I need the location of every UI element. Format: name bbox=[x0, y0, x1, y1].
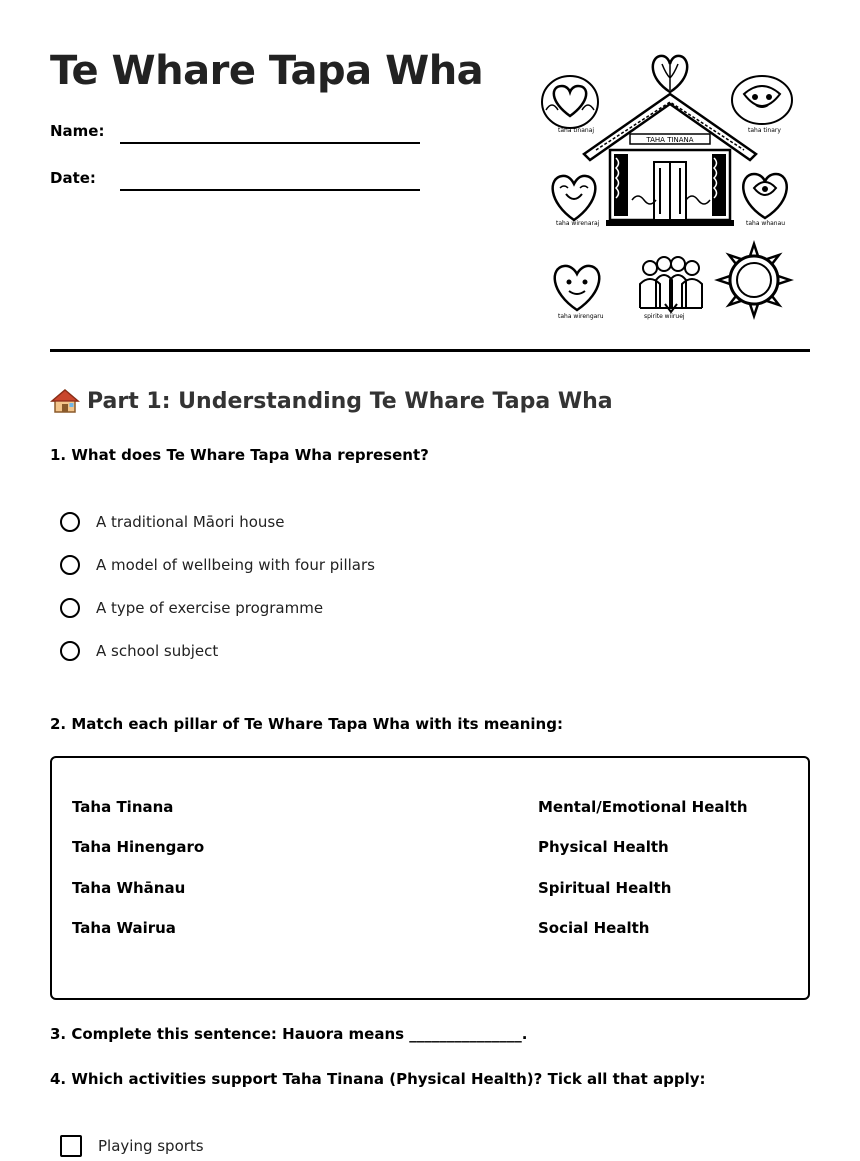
part1-title-text: Part 1: Understanding Te Whare Tapa Wha bbox=[87, 388, 613, 414]
q4-option-1-label: Playing sports bbox=[98, 1137, 204, 1155]
smiling-heart-icon bbox=[553, 176, 596, 220]
radio-button[interactable] bbox=[60, 512, 80, 532]
date-label: Date: bbox=[50, 169, 96, 187]
name-line[interactable] bbox=[120, 142, 420, 144]
question-2: 2. Match each pillar of Te Whare Tapa Wha with its meaning: bbox=[50, 715, 563, 733]
worksheet-title: Te Whare Tapa Wha bbox=[50, 48, 484, 94]
patterned-heart-icon bbox=[743, 174, 786, 218]
radio-button[interactable] bbox=[60, 598, 80, 618]
date-field[interactable] bbox=[50, 169, 420, 199]
name-label: Name: bbox=[50, 122, 105, 140]
q1-option-4-label: A school subject bbox=[96, 642, 219, 660]
pillar-1[interactable]: Taha Tinana bbox=[72, 798, 174, 816]
section-divider bbox=[50, 349, 810, 352]
date-line[interactable] bbox=[120, 189, 420, 191]
wharenui-icon bbox=[584, 94, 756, 226]
face-heart-icon bbox=[555, 266, 600, 310]
caption-5: taha wirengaru bbox=[558, 313, 604, 320]
sun-icon bbox=[718, 244, 790, 316]
question-4: 4. Which activities support Taha Tinana (Physical Health)? Tick all that apply: bbox=[50, 1070, 706, 1088]
meaning-4[interactable]: Social Health bbox=[538, 919, 650, 937]
meaning-3[interactable]: Spiritual Health bbox=[538, 879, 672, 897]
heart-medallion-icon bbox=[542, 76, 598, 128]
q1-option-2-label: A model of wellbeing with four pillars bbox=[96, 556, 375, 574]
matching-box bbox=[50, 756, 810, 1000]
koru-heart-icon bbox=[653, 56, 687, 92]
question-1: 1. What does Te Whare Tapa Wha represent? bbox=[50, 446, 429, 464]
pillar-3[interactable]: Taha Whānau bbox=[72, 879, 186, 897]
caption-1: taha tinanaj bbox=[558, 127, 595, 134]
caption-4: taha whanau bbox=[746, 220, 786, 227]
meaning-2[interactable]: Physical Health bbox=[538, 838, 669, 856]
radio-button[interactable] bbox=[60, 555, 80, 575]
caption-2: taha tinary bbox=[748, 127, 781, 134]
caption-6: spirite wiiruej bbox=[644, 313, 685, 320]
checkbox[interactable] bbox=[60, 1135, 82, 1157]
radio-button[interactable] bbox=[60, 641, 80, 661]
caption-3: taha wirenaraj bbox=[556, 220, 600, 227]
meaning-1[interactable]: Mental/Emotional Health bbox=[538, 798, 748, 816]
q1-option-3-label: A type of exercise programme bbox=[96, 599, 324, 617]
pillar-4[interactable]: Taha Wairua bbox=[72, 919, 176, 937]
q1-option-3[interactable] bbox=[60, 598, 323, 618]
whare-illustration bbox=[536, 50, 800, 324]
q1-option-2[interactable] bbox=[60, 555, 375, 575]
q4-option-1[interactable] bbox=[60, 1135, 204, 1157]
face-medallion-icon bbox=[732, 76, 792, 124]
pillar-2[interactable]: Taha Hinengaro bbox=[72, 838, 205, 856]
house-label: TAHA TINANA bbox=[646, 136, 694, 144]
q1-option-1[interactable] bbox=[60, 512, 284, 532]
family-group-icon bbox=[640, 257, 702, 312]
part1-title bbox=[50, 388, 613, 414]
q1-option-1-label: A traditional Māori house bbox=[96, 513, 285, 531]
house-icon bbox=[50, 388, 80, 414]
name-field[interactable] bbox=[50, 122, 420, 152]
question-3: 3. Complete this sentence: Hauora means _______________. bbox=[50, 1025, 528, 1043]
q1-option-4[interactable] bbox=[60, 641, 218, 661]
